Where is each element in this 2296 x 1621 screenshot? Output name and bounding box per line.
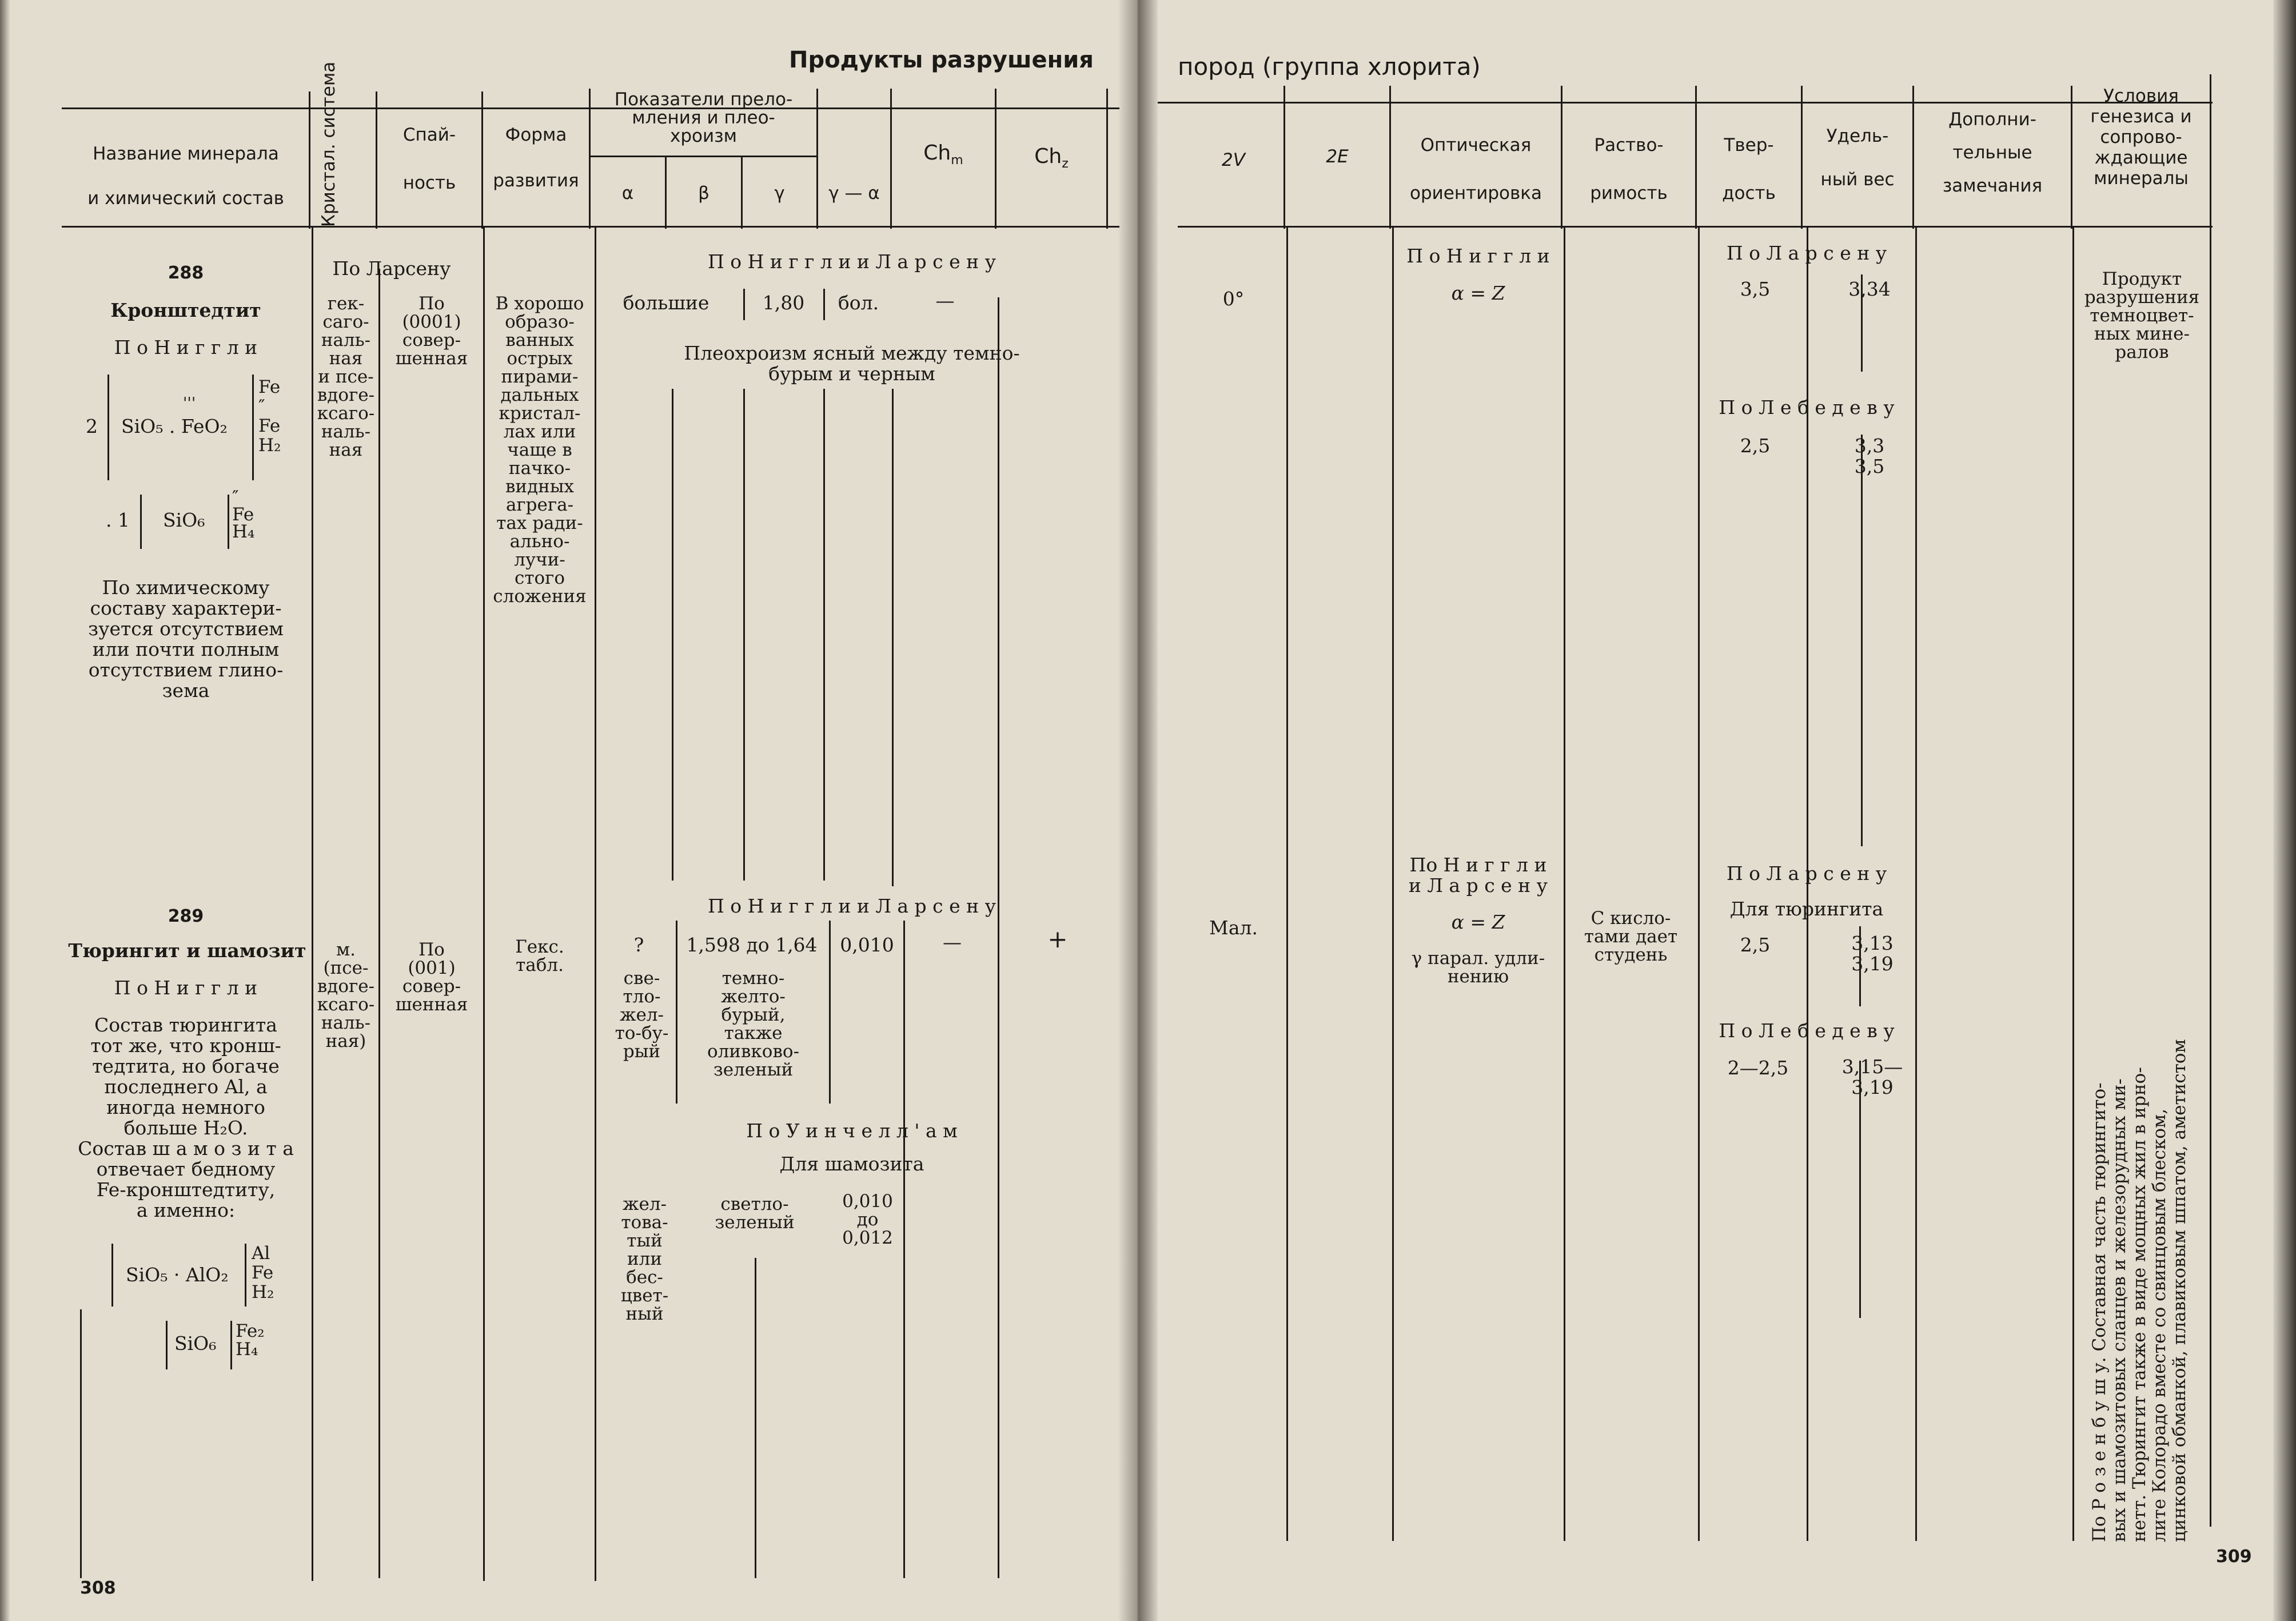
right-page-title: пород (группа хлорита): [1178, 53, 1481, 81]
header-cleavage-2: ность: [402, 173, 456, 193]
header-cleavage: Спай-: [402, 125, 456, 145]
alpha-color-289: све- тло- жел- то-бу- рый: [615, 968, 669, 1062]
chamosite-label: Для шамозита: [779, 1153, 924, 1175]
page-number-left: 308: [80, 1578, 116, 1598]
formula-fe3-288: ''': [183, 395, 196, 412]
formula-coef-288: 2: [86, 415, 98, 437]
solubility-289: С кисло- тами дает студень: [1584, 908, 1678, 965]
col-line: [378, 269, 380, 1578]
col-line: [595, 226, 596, 1581]
formula-right-288: Fe ″ Fe H₂: [258, 377, 281, 456]
col-line: [312, 226, 313, 1581]
header-chm: $Ch_m$: [923, 141, 963, 168]
source-niggli-288: П о Н и г г л и: [114, 336, 258, 359]
source-niggli-larsen-288: П о Н и г г л и и Л а р с е н у: [707, 250, 996, 273]
hardness-lebedev-289: 2—2,5: [1727, 1057, 1789, 1079]
col-line: [2072, 226, 2074, 1541]
source-niggli-289: П о Н и г г л и: [114, 977, 258, 999]
birefringence-288: —: [935, 289, 955, 312]
pleochroism-288: Плеохроизм ясный между темно- бурым и черным: [684, 342, 1020, 385]
gravity-lebedev-288: 3,3 3,5: [1854, 435, 1885, 477]
header-form: Форма: [505, 125, 567, 145]
page-edge-right: [2273, 0, 2296, 1621]
refraction-sub-rule: [589, 156, 818, 157]
source-lebedev-r288: П о Л е б е д е в у: [1719, 396, 1895, 419]
header-remarks: Дополни- тельные замечания: [1942, 109, 2043, 196]
header-hardness: Твер- дость: [1722, 135, 1776, 204]
source-larsen-r289: П о Л а р с е н у: [1726, 862, 1887, 885]
col-line: [1286, 226, 1288, 1541]
gravity-larsen-289: 3,13 3,19: [1851, 932, 1894, 975]
gravity-lebedev-289: 3,15— 3,19: [1841, 1056, 1903, 1098]
thuringite-label: Для тюрингита: [1729, 898, 1884, 920]
formula2-prefix-288: . 1: [106, 509, 130, 531]
formula2-main-289: SiO₆: [174, 1332, 217, 1355]
mineral-name-288: Кронштедтит: [110, 299, 261, 321]
hardness-lebedev-288: 2,5: [1740, 435, 1771, 457]
note-289: Состав тюрингита тот же, что кронш- тедтита, но богаче последнего Al, а иногда немного больше H₂O. Состав ш а м о з и т а отвечает бедному Fe-кронштедтиту, а именно:: [78, 1014, 294, 1221]
optical-2-289: γ парал. удли- нению: [1411, 948, 1545, 987]
header-beta: β: [698, 183, 709, 204]
header-chz: $Ch_z$: [1034, 145, 1069, 172]
genesis-288: Продукт разрушения темноцвет- ных мине- ралов: [2084, 269, 2200, 363]
header-crystal: Кристал. система: [318, 61, 339, 227]
col-line: [1915, 226, 1917, 1541]
alpha-289: ?: [633, 934, 644, 956]
header-2e: 2E: [1326, 146, 1349, 167]
col-line: [892, 389, 894, 886]
mineral-name-289: Тюрингит и шамозит: [68, 939, 306, 962]
right-border: [2210, 74, 2211, 1527]
cham-beta-289: светло- зеленый: [715, 1194, 795, 1233]
source-lebedev-r289: П о Л е б е д е в у: [1719, 1019, 1895, 1042]
formula-main-288: SiO₅ . FeO₂: [121, 415, 228, 437]
gravity-larsen-288: 3,34: [1848, 278, 1891, 300]
col-line: [376, 91, 377, 229]
page-edge-left: [0, 0, 10, 1621]
col-line: [743, 389, 745, 881]
col-line: [903, 921, 905, 1578]
beta-289: 1,598 до 1,64: [686, 934, 818, 956]
col-line: [672, 389, 673, 881]
col-line: [80, 1309, 82, 1578]
header-refraction: Показатели прело- мления и плео- хроизм: [614, 89, 793, 146]
book-spine: [1118, 0, 1158, 1621]
mineral-number-288: 288: [168, 263, 204, 283]
header-gravity: Удель- ный вес: [1820, 126, 1895, 190]
col-line: [309, 91, 310, 229]
col-line: [1698, 226, 1700, 1541]
header-solubility: Раство- римость: [1590, 135, 1668, 204]
formula2-right-288: ″ Fe H₄: [232, 487, 255, 542]
beta-color-289: темно- желто- бурый, также оливково- зеленый: [707, 968, 800, 1080]
chz-289: +: [1047, 925, 1068, 953]
crystal-288: гек- саго- наль- ная и псе- вдоге- ксаго- наль- ная: [317, 293, 375, 460]
cleavage-289: По (001) совер- шенная: [395, 939, 468, 1015]
optical-source-289: По Н и г г л и и Л а р с е н у: [1408, 854, 1548, 897]
form-289: Гекс. табл.: [515, 937, 564, 975]
header-form-2: развития: [493, 170, 579, 191]
optical-289: α = Z: [1451, 911, 1505, 933]
source-winchell-289: П о У и н ч е л л ' а м: [746, 1120, 958, 1142]
chm-289: —: [943, 931, 962, 953]
source-niggli-larsen-289: П о Н и г г л и и Л а р с е н у: [707, 895, 996, 917]
genesis-289: По Р о з е н б у ш у. Составная часть тюрингито- вых и шамозитовых сланцев и железорудных ми- нетт. Тюрингит также в виде мощных жил в ирно- лите Колорадо вместе со свинцовым блеском, цинковой обманкой, плавиковым шпатом, аметистом: [2089, 1039, 2190, 1542]
formula-right-289: Al Fe H₂: [252, 1243, 274, 1303]
col-line: [816, 89, 818, 229]
header-optical: Оптическая ориентировка: [1410, 135, 1542, 204]
optical-288: α = Z: [1451, 282, 1505, 304]
header-alpha: α: [621, 183, 634, 204]
formula2-main-288: SiO₆: [163, 509, 205, 531]
col-line: [1564, 226, 1565, 1541]
col-line: [755, 1258, 756, 1578]
birefringence-289: 0,010: [840, 934, 894, 956]
alpha-288: большие: [623, 292, 709, 314]
cham-alpha-289: жел- това- тый или бес- цвет- ный: [620, 1194, 669, 1324]
v2-288: 0°: [1222, 288, 1245, 310]
col-line: [481, 91, 483, 229]
optical-source-288: П о Н и г г л и: [1406, 245, 1550, 267]
note-288: По химическому составу характери- зуется отсутствием или почти полным отсутствием глино- зема: [88, 576, 284, 702]
page-number-right: 309: [2216, 1547, 2252, 1567]
header-name: Название минерала и химический состав: [87, 144, 284, 209]
hardness-larsen-288: 3,5: [1740, 278, 1771, 300]
v2-289: Мал.: [1209, 917, 1258, 939]
cham-biref-289: 0,010 до 0,012: [842, 1191, 893, 1248]
crystal-289: м. (псе- вдоге- ксаго- наль- ная): [317, 939, 375, 1052]
form-288: В хорошо образо- ванных острых пирами- дальных кристал- лах или чаще в пачко- видных агрега- тах ради- ально- лучи- стого сложения: [493, 293, 587, 607]
source-larsen-288: По Ларсену: [332, 257, 451, 280]
header-2v: 2V: [1222, 150, 1245, 170]
hardness-larsen-289: 2,5: [1740, 934, 1771, 956]
header-bottom-rule: [62, 226, 1119, 228]
mineral-number-289: 289: [168, 906, 204, 926]
source-larsen-r288: П о Л а р с е н у: [1726, 242, 1887, 264]
cleavage-288: По (0001) совер- шенная: [395, 293, 468, 369]
formula2-right-289: Fe₂ H₄: [236, 1321, 265, 1360]
header-genesis: Условия генезиса и сопрово- ждающие минералы: [2090, 86, 2192, 189]
left-page-title: Продукты разрушения: [789, 47, 1094, 73]
header-gamma: γ: [774, 183, 785, 204]
gamma-288: бол.: [838, 292, 879, 314]
col-line: [1859, 1061, 1861, 1318]
header-birefringence: γ — α: [828, 183, 880, 204]
col-line: [823, 389, 825, 881]
beta-288: 1,80: [762, 292, 805, 314]
formula-main-289: SiO₅ · AlO₂: [126, 1264, 229, 1286]
col-line: [1106, 89, 1108, 229]
col-line: [1861, 435, 1863, 846]
